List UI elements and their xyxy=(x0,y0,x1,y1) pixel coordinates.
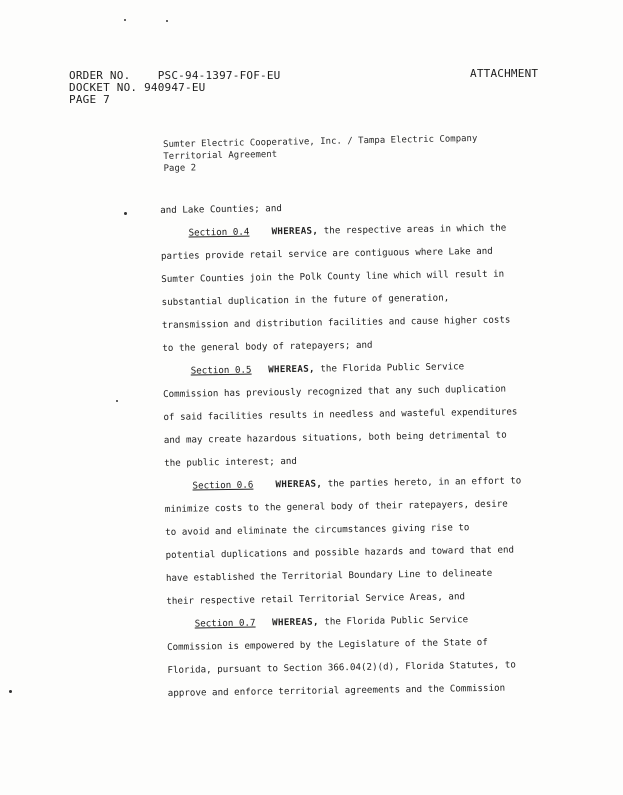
agreement-title: Territorial Agreement xyxy=(163,149,278,162)
section-0-6-line: their respective retail Territorial Service Areas, and xyxy=(166,591,466,607)
section-0-6-line: to avoid and eliminate the circumstances giving rise to xyxy=(165,522,470,538)
section-0-7-line: Commission is empowered by the Legislature of the State of xyxy=(166,636,488,653)
section-0-6-line: potential duplications and possible hazards and toward that end xyxy=(165,544,515,561)
section-0-5-line: and may create hazardous situations, both being detrimental to xyxy=(163,429,507,446)
scan-speck xyxy=(116,400,118,402)
section-0-4-line: substantial duplication in the future of generation, xyxy=(161,292,450,308)
section-0-6-line: have established the Territorial Boundary Line to delineate xyxy=(165,567,493,584)
section-0-7-label: Section 0.7 xyxy=(194,617,256,630)
section-0-5-line: of said facilities results in needless and wasteful expenditures xyxy=(163,406,518,423)
section-0-6-label: Section 0.6 xyxy=(192,479,254,492)
order-header xyxy=(69,70,281,106)
section-0-4-line: parties provide retail service are contiguous where Lake and xyxy=(160,245,493,262)
section-0-5-whereas: WHEREAS, xyxy=(268,363,315,376)
scan-speck xyxy=(166,20,168,22)
agreement-header xyxy=(163,133,478,175)
section-0-7-whereas: WHEREAS, xyxy=(272,616,319,629)
section-0-6-first-text: the parties hereto, in an effort to xyxy=(327,475,522,490)
section-0-4-line: Sumter Counties join the Polk County line which will result in xyxy=(161,268,505,285)
section-0-4-first-text: the respective areas in which the xyxy=(323,222,507,237)
scan-speck xyxy=(9,690,12,693)
section-0-7-line: approve and enforce territorial agreements and the Commission xyxy=(167,682,506,699)
section-0-7-first-text: the Florida Public Service xyxy=(324,614,469,628)
section-0-4-line: transmission and distribution facilities and cause higher costs xyxy=(161,314,511,331)
docket-number: 940947-EU xyxy=(144,81,206,94)
section-0-5-label: Section 0.5 xyxy=(190,364,252,377)
agreement-page: Page 2 xyxy=(163,163,197,174)
section-0-4-label: Section 0.4 xyxy=(188,226,250,239)
intro-line: and Lake Counties; and xyxy=(160,203,282,216)
attachment-label: ATTACHMENT xyxy=(470,67,539,80)
order-number: PSC-94-1397-FOF-EU xyxy=(157,69,281,82)
order-label: ORDER NO. xyxy=(69,69,131,82)
section-0-5-line: Commission has previously recognized that any such duplication xyxy=(162,383,507,400)
section-0-5-first-text: the Florida Public Service xyxy=(320,361,465,375)
section-0-6-line: minimize costs to the general body of their ratepayers, desire xyxy=(164,498,508,515)
scan-speck xyxy=(124,212,127,215)
agreement-parties: Sumter Electric Cooperative, Inc. / Tampa Electric Company xyxy=(163,133,478,150)
section-0-4-whereas: WHEREAS, xyxy=(271,225,319,238)
section-0-4-line: to the general body of ratepayers; and xyxy=(162,339,373,354)
scan-speck xyxy=(124,19,126,21)
section-0-6-whereas: WHEREAS, xyxy=(275,478,323,491)
section-0-7-line: Florida, pursuant to Section 366.04(2)(d), Florida Statutes, to xyxy=(167,659,516,676)
docket-label: DOCKET NO. xyxy=(69,81,138,94)
agreement-body xyxy=(160,193,568,705)
section-0-5-line: the public interest; and xyxy=(164,455,297,469)
page-number: PAGE 7 xyxy=(69,93,110,106)
